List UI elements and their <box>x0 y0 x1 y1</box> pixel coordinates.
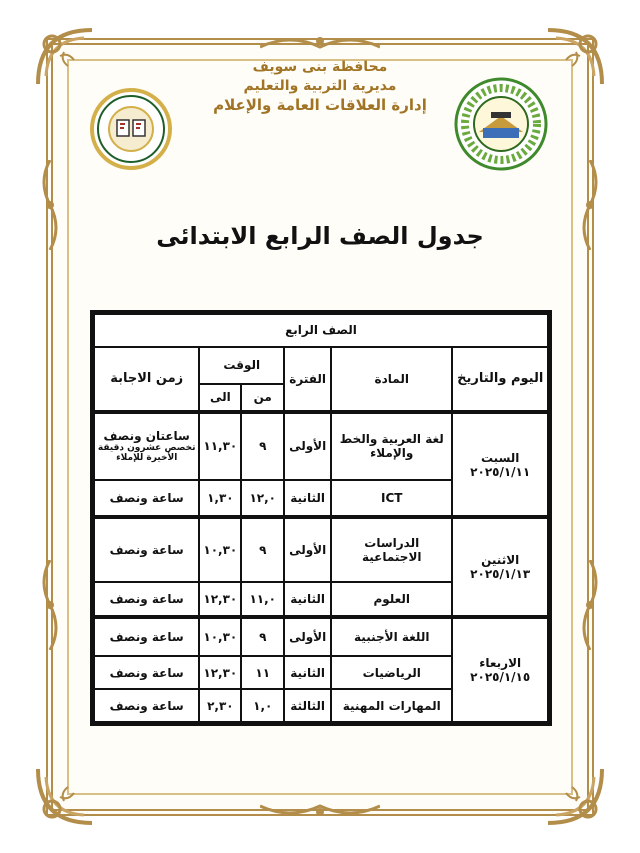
from-cell: ٩ <box>241 517 284 582</box>
to-cell: ١٢,٣٠ <box>199 582 241 617</box>
duration-note: تخصص عشرون دقيقة الأخيرة للإملاء <box>97 443 196 464</box>
to-cell: ١٠,٣٠ <box>199 517 241 582</box>
duration-cell: ساعة ونصف <box>94 480 199 517</box>
col-header-subject: المادة <box>331 347 452 412</box>
from-cell: ١,٠ <box>241 689 284 722</box>
subject-cell: لغة العربية والخط والإملاء <box>331 412 452 480</box>
day-cell <box>452 617 548 722</box>
ornament-corner-icon <box>34 765 96 827</box>
from-cell: ٩ <box>241 617 284 656</box>
directorate-header <box>200 58 440 115</box>
day-name: الاثنين <box>481 553 520 568</box>
period-cell: الأولى <box>284 617 331 656</box>
day-name: السبت <box>480 450 520 465</box>
from-cell: ٩ <box>241 412 284 480</box>
ornament-corner-icon <box>544 26 606 88</box>
to-cell: ٢,٣٠ <box>199 689 241 722</box>
period-cell: الثانية <box>284 656 331 689</box>
col-header-to: الى <box>199 384 241 412</box>
ornament-corner-icon <box>544 765 606 827</box>
period-cell: الثانية <box>284 582 331 617</box>
from-cell: ١٢,٠ <box>241 480 284 517</box>
col-header-duration: زمن الاجابة <box>94 347 199 412</box>
subject-cell: اللغة الأجنبية <box>331 617 452 656</box>
to-cell: ١٢,٣٠ <box>199 656 241 689</box>
to-cell: ١,٣٠ <box>199 480 241 517</box>
ornament-top-icon <box>260 33 380 51</box>
col-header-day-date: اليوم والتاريخ <box>452 347 548 412</box>
table-row <box>94 617 548 656</box>
duration-cell <box>94 412 199 480</box>
day-cell <box>452 517 548 617</box>
to-cell: ١١,٣٠ <box>199 412 241 480</box>
education-logo-icon <box>453 76 549 172</box>
ornament-bottom-icon <box>260 802 380 820</box>
col-header-from: من <box>241 384 284 412</box>
from-cell: ١١ <box>241 656 284 689</box>
table-row <box>94 412 548 480</box>
subject-cell: الرياضيات <box>331 656 452 689</box>
ornament-side-icon <box>578 560 602 650</box>
from-cell: ١١,٠ <box>241 582 284 617</box>
exam-schedule-table <box>90 310 552 726</box>
page-title: جدول الصف الرابع الابتدائى <box>156 222 484 250</box>
subject-cell: الدراسات الاجتماعية <box>331 517 452 582</box>
subject-cell: المهارات المهنية <box>331 689 452 722</box>
duration-cell: ساعة ونصف <box>94 582 199 617</box>
duration-cell: ساعة ونصف <box>94 656 199 689</box>
grade-header: الصف الرابع <box>94 314 548 347</box>
ornament-side-icon <box>38 560 62 650</box>
period-cell: الثانية <box>284 480 331 517</box>
col-header-time: الوقت <box>199 347 284 384</box>
col-header-period: الفترة <box>284 347 331 412</box>
duration-cell: ساعة ونصف <box>94 689 199 722</box>
day-cell <box>452 412 548 517</box>
duration-cell: ساعة ونصف <box>94 617 199 656</box>
day-name: الاربعاء <box>479 656 522 671</box>
duration-text: ساعتان ونصف <box>103 429 190 444</box>
table-row <box>94 517 548 582</box>
pr-logo-icon <box>90 88 172 170</box>
subject-cell: ICT <box>331 480 452 517</box>
period-cell: الثالثة <box>284 689 331 722</box>
ornament-corner-icon <box>34 26 96 88</box>
subject-cell: العلوم <box>331 582 452 617</box>
period-cell: الأولى <box>284 517 331 582</box>
day-date: ٢٠٢٥/١/١٣ <box>470 567 531 582</box>
day-date: ٢٠٢٥/١/١١ <box>470 464 531 479</box>
directorate-name: مديرية التربية والتعليم <box>243 78 397 94</box>
period-cell: الأولى <box>284 412 331 480</box>
day-date: ٢٠٢٥/١/١٥ <box>470 670 531 685</box>
department-name: إدارة العلاقات العامة والإعلام <box>213 96 427 114</box>
duration-cell: ساعة ونصف <box>94 517 199 582</box>
to-cell: ١٠,٣٠ <box>199 617 241 656</box>
governorate-name: محافظة بنى سويف <box>252 59 388 75</box>
